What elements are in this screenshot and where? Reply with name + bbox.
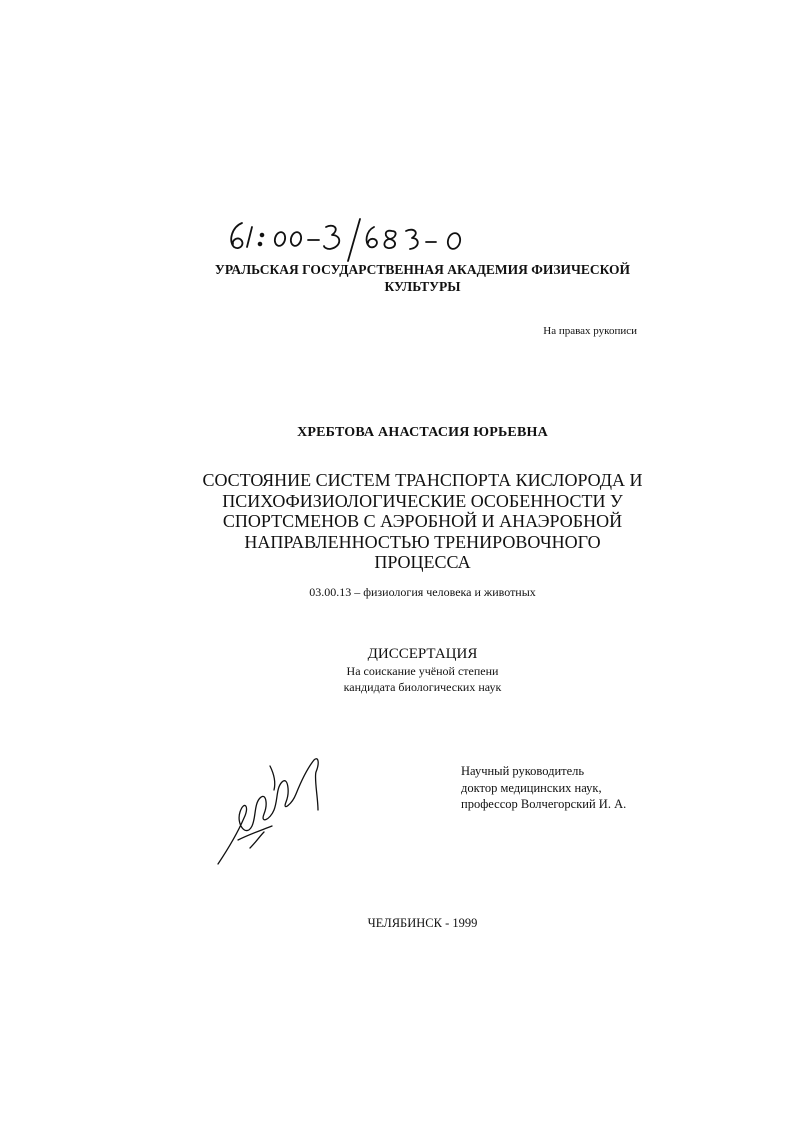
title-line-5: ПРОЦЕССА (374, 552, 471, 572)
institution-line-1: УРАЛЬСКАЯ ГОСУДАРСТВЕННАЯ АКАДЕМИЯ ФИЗИЧЕСКОЙ (214, 262, 631, 277)
dissertation-title (150, 470, 695, 573)
handwritten-code-drawing (222, 213, 482, 265)
author-name: ХРЕБТОВА АНАСТАСИЯ ЮРЬЕВНА (297, 425, 548, 440)
manuscript-rights-note: На правах рукописи (543, 325, 637, 337)
scientific-supervisor (461, 763, 626, 813)
supervisor-line-3: профессор Волчегорский И. А. (461, 797, 627, 811)
document-type: ДИССЕРТАЦИЯ (367, 646, 478, 662)
handwritten-signature (210, 748, 330, 868)
supervisor-line-1: Научный руководитель (461, 764, 585, 778)
specialty-code: 03.00.13 – физиология человека и животных (309, 585, 536, 599)
title-line-4: НАПРАВЛЕННОСТЬЮ ТРЕНИРОВОЧНОГО (244, 531, 601, 552)
handwritten-registration-code (222, 213, 482, 265)
institution-line-2: КУЛЬТУРЫ (384, 279, 461, 294)
degree-line-2: кандидата биологических наук (343, 679, 502, 694)
supervisor-line-2: доктор медицинских наук, (461, 780, 602, 795)
title-line-1: СОСТОЯНИЕ СИСТЕМ ТРАНСПОРТА КИСЛОРОДА И (202, 470, 643, 490)
title-line-3: СПОРТСМЕНОВ С АЭРОБНОЙ И АНАЭРОБНОЙ (222, 511, 623, 531)
degree-line-1: На соискание учёной степени (346, 664, 499, 678)
institution-name (150, 261, 695, 295)
title-line-2: ПСИХОФИЗИОЛОГИЧЕСКИЕ ОСОБЕННОСТИ У (222, 490, 623, 511)
degree-sought (150, 664, 695, 695)
signature-drawing (210, 748, 330, 868)
city-and-year: ЧЕЛЯБИНСК - 1999 (367, 916, 478, 930)
